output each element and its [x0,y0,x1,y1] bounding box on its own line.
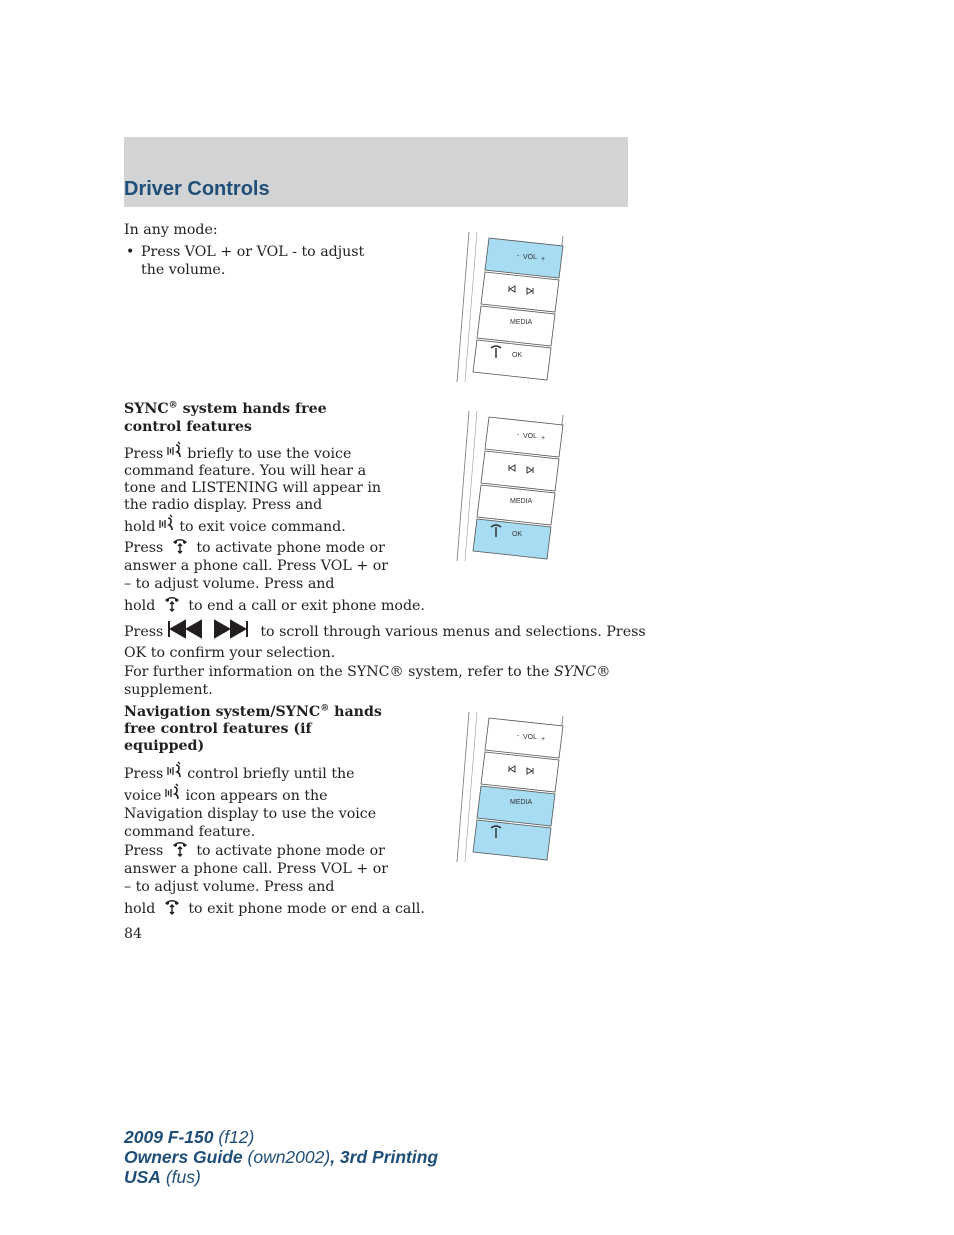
svg-text:MEDIA: MEDIA [510,799,533,806]
seek-paragraph: Press to scroll through various menus and selections. Press OK to confirm your selection. [124,619,646,664]
svg-text:OK: OK [512,531,523,538]
control-panel [457,411,563,561]
steering-controls-illustration-nav [455,706,567,864]
voice-paragraph: Press briefly to use the voice command feature. You will hear a tone and LISTENING will appear in the radio display. Press and hold to exit voice command. [124,441,381,536]
document-footer: 2009 F-150 (f12) Owners Guide (own2002), 3rd Printing USA (fus) [124,1127,439,1187]
seek-button [481,451,559,491]
control-panel [457,232,563,382]
svg-text:+: + [541,256,546,263]
phone-icon [162,593,182,613]
svg-text:MEDIA: MEDIA [510,319,533,326]
media-button [477,306,555,346]
seek-forward-icon [213,619,249,639]
sync-heading: SYNC® system hands free control features [124,400,327,435]
svg-text:-: - [517,733,520,740]
phone-button [473,820,551,860]
svg-text:VOL: VOL [523,254,538,261]
svg-text:OK: OK [512,352,523,359]
svg-text:VOL: VOL [523,734,538,741]
phone-ok-button [473,519,551,559]
svg-text:-: - [517,432,520,439]
seek-button [481,272,559,312]
voice-icon [157,514,177,534]
phone-icon [162,896,182,916]
section-title: Driver Controls [124,178,270,200]
steering-controls-illustration-ok [455,405,567,563]
svg-text:MEDIA: MEDIA [510,498,533,505]
media-button [477,786,555,826]
steering-controls-illustration-vol [455,226,567,384]
media-button [477,485,555,525]
voice-icon [165,761,185,781]
bullet-dot: • [126,244,135,260]
seek-button [481,752,559,792]
control-panel [457,712,563,862]
svg-text:-: - [517,253,520,260]
svg-text:+: + [541,435,546,442]
further-info-paragraph: For further information on the SYNC® system, refer to the SYNC® supplement. [124,664,611,698]
page-number: 84 [124,926,143,942]
nav-voice-paragraph: Press control briefly until the voice icon appears on the Navigation display to use the voice command feature. [124,761,376,841]
phone-icon [170,535,190,555]
svg-text:VOL: VOL [523,433,538,440]
nav-phone-paragraph: Press to activate phone mode or answer a phone call. Press VOL + or – to adjust volume. Press and hold to exit phone mode or end a call. [124,838,425,918]
section-header [124,137,628,207]
intro-text: In any mode: [124,222,218,238]
phone-icon [170,838,190,858]
nav-sync-heading: Navigation system/SYNC® hands free control features (if equipped) [124,703,382,754]
svg-text:+: + [541,736,546,743]
phone-paragraph: Press to activate phone mode or answer a phone call. Press VOL + or – to adjust volume. Press and hold to end a call or exit phone mode. [124,535,425,616]
seek-back-icon [167,619,203,639]
voice-icon [165,441,185,461]
phone-ok-button [473,340,551,380]
voice-icon [163,783,183,803]
